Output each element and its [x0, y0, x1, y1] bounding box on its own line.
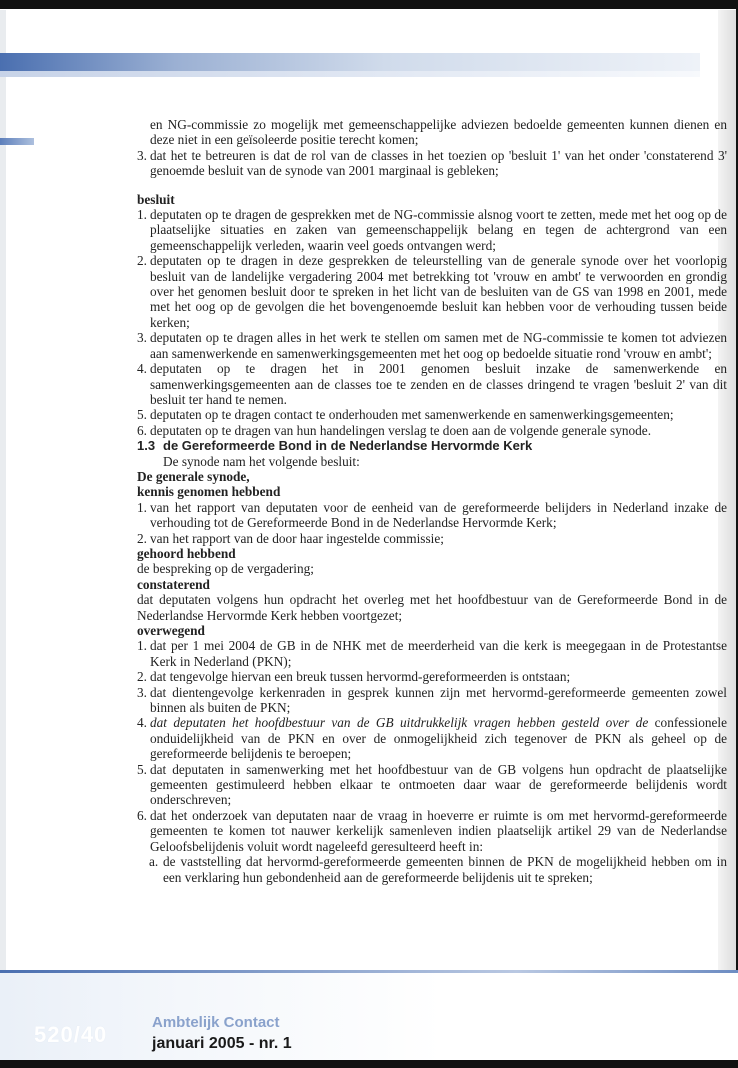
article-body — [137, 117, 727, 885]
page-number: 520/40 — [34, 1022, 108, 1047]
besluit-list — [137, 207, 727, 438]
section-intro: De synode nam het volgende besluit: — [163, 453, 360, 469]
kennis-heading: kennis genomen hebbend — [137, 484, 281, 500]
magazine-title: Ambtelijk Contact — [152, 1014, 280, 1031]
list-item: 3. dat dientengevolge kerkenraden in gesprek kunnen zijn met hervormd-gereformeerde gemeenten zowel binnen als buiten de PKN; — [137, 684, 727, 716]
list-item: 5. dat deputaten in samenwerking met het hoofdbestuur van de GB volgens hun opdracht de plaatselijke gemeenten gestimuleerd hebben elkaar te ontmoeten daar waar de gereformeerde belijdenis wordt onderschreven; — [137, 761, 727, 808]
gehoord-heading: gehoord hebbend — [137, 545, 236, 561]
intro-list — [137, 148, 727, 179]
constaterend-text: dat deputaten volgens hun opdracht het overleg met het hoofdbestuur van de Gereformeerde Bond in de Nederlandse Hervormde Kerk hebben voortgezet; — [137, 592, 727, 623]
list-item: 1. van het rapport van deputaten voor de eenheid van de gereformeerde belijders in Nederland inzake de verhouding tot de Gereformeerde Bond in de Nederlandse Hervormde Kerk; — [137, 499, 727, 531]
top-border — [0, 0, 738, 9]
list-item: 2. dat tengevolge hiervan een breuk tussen hervormd-gereformeerden is ontstaan; — [137, 669, 571, 685]
list-item: 2. van het rapport van de door haar ingestelde commissie; — [137, 530, 444, 546]
bottom-border — [0, 1060, 738, 1068]
list-item: a. de vaststelling dat hervormd-gereformeerde gemeenten binnen de PKN de mogelijkheid hebben om in een verklaring hun gebondenheid aan de gereformeerde belijdenis uit te spreken; — [149, 854, 727, 885]
footer-band — [0, 973, 738, 1060]
left-margin-strip — [0, 10, 6, 1060]
header-decorative-bar-shadow — [0, 71, 700, 77]
constaterend-heading: constaterend — [137, 576, 210, 592]
margin-marker — [0, 138, 34, 145]
intro-continuation: en NG-commissie zo mogelijk met gemeenschappelijke adviezen bedoelde gemeenten kunnen dienen en deze niet in een geïsoleerde positie terecht komen; — [150, 117, 727, 148]
list-item: 1. deputaten op te dragen de gesprekken met de NG-commissie alsnog voort te zetten, mede met het oog op de plaatselijke situaties en zaken van gemeenschappelijk belang en tegen de achtergrond van een gemeenschappelijk verleden, waarin veel goeds ontvangen werd; — [137, 207, 727, 253]
overwegend-list — [137, 638, 727, 885]
section-title: de Gereformeerde Bond in de Nederlandse Hervormde Kerk — [163, 438, 533, 454]
list-item: 4. dat deputaten het hoofdbestuur van de GB uitdrukkelijk vragen hebben gesteld over de confessionele onduidelijkheid van de PKN en over de onmogelijkheid zich tegenover de PKN als geheel op de gereformeerde belijdenis te beroepen; — [137, 715, 728, 762]
overwegend-heading: overwegend — [137, 623, 205, 638]
list-item: 3. deputaten op te dragen alles in het werk te stellen om samen met de NG-commissie te komen tot adviezen aan samenwerkende en samenwerkingsgemeenten met het oog op bedoelde situatie rond 'vrouw en ambt'; — [137, 330, 727, 361]
list-item: 2. deputaten op te dragen in deze gesprekken de teleurstelling van de generale synode over het voorlopig besluit van de landelijke vergadering 2004 met betrekking tot 'vrouw en ambt' te verwoorden en grondig over het genomen besluit door te spreken in het licht van de besluiten van de GS van 1998 en 2001, mede met het oog op de gevolgen die het bovengenoemde besluit kan hebben voor de verhouding tussen beide kerken; — [137, 253, 727, 330]
list-item: 1. dat per 1 mei 2004 de GB in de NHK met de meerderheid van die kerk is meegegaan in de Protestantse Kerk in Nederland (PKN); — [137, 638, 727, 669]
list-item: 6. dat het onderzoek van deputaten naar de vraag in hoeverre er ruimte is om met hervormd-gereformeerde gemeenten te komen tot nauwer kerkelijk samenleven indien plaatselijk artikel 29 van de Nederlandse Geloofsbelijdenis voluit wordt nageleefd geresulteerd heeft in: — [137, 807, 727, 854]
issue-label: januari 2005 - nr. 1 — [152, 1035, 292, 1052]
header-decorative-bar — [0, 53, 700, 71]
section-number: 1.3 — [137, 438, 156, 454]
list-item: 4. deputaten op te dragen het in 2001 genomen besluit inzake de samenwerkende en samenwerkingsgemeenten aan de classes toe te zenden en de classes dringend te vragen 'besluit 2' van dit besluit ter hand te nemen. — [137, 361, 727, 407]
section-heading — [137, 438, 727, 453]
list-item: 5. deputaten op te dragen contact te onderhouden met samenwerkende en samenwerkingsgemeenten; — [137, 407, 674, 423]
gehoord-text: de bespreking op de vergadering; — [137, 561, 314, 577]
list-item: 6. deputaten op te dragen van hun handelingen verslag te doen aan de volgende generale synode. — [137, 422, 652, 438]
list-item: 3. dat het te betreuren is dat de rol van de classes in het toezien op 'besluit 1' van het onder 'constaterend 3' genoemde besluit van de synode van 2001 marginaal is gebleken; — [137, 147, 727, 179]
kennis-list — [137, 500, 727, 546]
besluit-heading: besluit — [137, 191, 175, 207]
synode-heading: De generale synode, — [137, 468, 250, 484]
